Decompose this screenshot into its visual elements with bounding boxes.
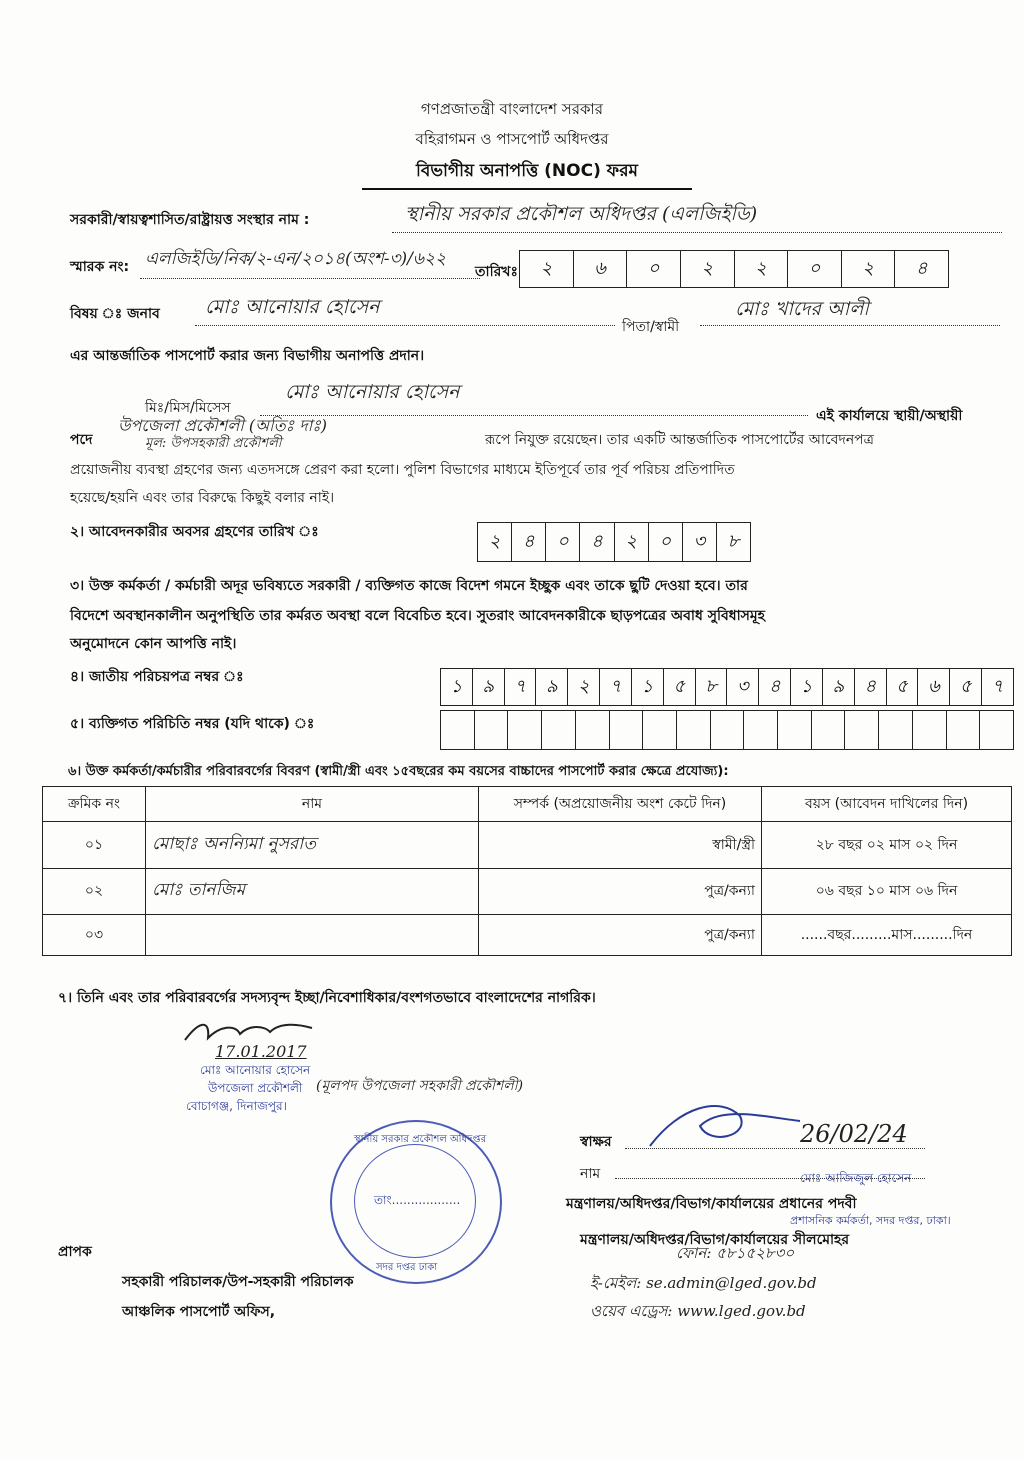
row-serial: ০২ [43,868,146,915]
digit-box: ২ [520,251,574,287]
applicant-original-post: (মূলপদ উপজেলা সহকারী প্রকৌশলী) [316,1078,524,1094]
authority-email: ই-মেইল: se.admin@lged.gov.bd [590,1274,817,1292]
digit-box [845,711,879,749]
digit-box: ৯ [473,669,505,705]
row-age: ০৬ বছর ১০ মাস ০৬ দিন [762,868,1012,915]
seal-date: তাং.................. [374,1193,461,1207]
row-relation: পুত্র/কন্যা [479,868,762,915]
row-relation: পুত্র/কন্যা [479,915,762,956]
digit-box: ২ [478,523,512,561]
digit-box [947,711,981,749]
authority-phone: ফোন: ৫৮১৫২৮৩০ [676,1244,795,1262]
authority-web: ওয়েব এড্রেস: www.lged.gov.bd [590,1302,806,1320]
father-label: পিতা/স্বামী [622,319,680,335]
digit-box: ৫ [950,669,982,705]
digit-box: ০ [788,251,842,287]
father-name: মোঃ খাদের আলী [735,298,869,320]
office-seal [330,1120,502,1284]
digit-box [643,711,677,749]
seal-text: স্থানীয় সরকার প্রকৌশল অধিদপ্তর [354,1134,487,1145]
recipient-line1: সহকারী পরিচালক/উপ-সহকারী পরিচালক [122,1274,354,1290]
col-name: নাম [146,787,479,822]
nid-boxes [440,668,1014,706]
digit-box: ২ [735,251,789,287]
post-value: উপজেলা প্রকৌশলী (অতিঃ দাঃ) [118,416,328,435]
org-label: সরকারী/স্বায়ত্বশাসিত/রাষ্ট্রায়ত্ত সংস্থার নাম : [70,212,310,228]
digit-box: ২ [568,669,600,705]
digit-box: ৪ [759,669,791,705]
item3-line1: ৩। উক্ত কর্মকর্তা / কর্মচারী অদূর ভবিষ্যতে সরকারী / ব্যক্তিগত কাজে বিদেশ গমনে ইচ্ছুক এবং তাকে ছুটি দেওয়া হবে। তার [70,578,748,594]
name-label: নাম [580,1166,601,1182]
applicant-sign-date: 17.01.2017 [215,1042,307,1061]
dept-header: বহিরাগমন ও পাসপোর্ট অধিদপ্তর [415,130,609,148]
digit-box: ৭ [600,669,632,705]
digit-box: ৪ [512,523,546,561]
family-table [42,786,1012,956]
form-title: বিভাগীয় অনাপত্তি (NOC) ফরম [362,158,692,190]
nid-label: ৪। জাতীয় পরিচয়পত্র নম্বর ঃ [70,669,244,685]
digit-box: ৭ [991,675,1004,697]
salutation-line [260,415,808,416]
digit-box [576,711,610,749]
org-line [392,232,1002,233]
row-age: ......বছর.........মাস.........দিন [762,915,1012,956]
digit-box: ৬ [574,251,628,287]
digit-box [677,711,711,749]
retirement-date-boxes [477,522,751,562]
citizenship-text: ৭। তিনি এবং তার পরিবারবর্গের সদস্যবৃন্দ ইচ্ছা/নিবেশাধিকার/বংশগতভাবে বাংলাদেশের নাগরিক। [58,990,596,1006]
row-name: মোঃ তানজিম [146,868,479,915]
authority-sign-date: 26/02/24 [800,1120,908,1148]
digit-box [711,711,745,749]
digit-box [778,711,812,749]
table-row [43,915,1012,956]
row-name: মোছাঃ অনন্যিমা নুসরাত [146,822,479,869]
personal-id-boxes [440,710,1014,750]
row-serial: ০৩ [43,915,146,956]
father-line [700,325,1000,326]
memo-label: স্মারক নং: [70,259,130,275]
office-text: এই কার্যালয়ে স্থায়ী/অস্থায়ী [816,408,963,424]
digit-box: ৯ [823,669,855,705]
applicant-stamp-place: বোচাগঞ্জ, দিনাজপুর। [186,1099,287,1113]
digit-box: ৫ [664,669,696,705]
digit-box [475,711,509,749]
sign-label: স্বাক্ষর [580,1134,612,1150]
row-name [146,915,479,956]
table-row [43,822,1012,869]
digit-box: ৩ [727,669,759,705]
digit-box: ১ [791,669,823,705]
digit-box: ৪ [580,523,614,561]
memo-value: এলজিইডি/নিক/২-এন/২০১৪(অংশ-৩)/৬২২ [145,249,447,269]
col-relation: সম্পর্ক (অপ্রয়োজনীয় অংশ কেটে দিন) [479,787,762,822]
post-value-original: মূল: উপসহকারী প্রকৌশলী [145,436,282,451]
gov-header: গণপ্রজাতন্ত্রী বাংলাদেশ সরকার [420,100,604,118]
digit-box: ৬ [918,669,950,705]
designation-label: মন্ত্রণালয়/অধিদপ্তর/বিভাগ/কার্যালয়ের প্রধানের পদবী [566,1196,857,1212]
authority-signature [640,1096,810,1156]
digit-box: ৩ [683,523,717,561]
date-label: তারিখঃ [475,264,518,280]
personal-id-label: ৫। ব্যক্তিগত পরিচিতি নম্বর (যদি থাকে) ঃ [70,716,315,732]
memo-date-boxes [519,250,949,288]
digit-box [542,711,576,749]
digit-box: ২ [615,523,649,561]
digit-box: ১ [632,669,664,705]
para1-text3: হয়েছে/হয়নি এবং তার বিরুদ্ধে কিছুই বলার নাই। [70,490,335,506]
seal-bottom: সদর দপ্তর ঢাকা [376,1262,438,1273]
digit-box: ৯ [536,669,568,705]
digit-box: ০ [649,523,683,561]
digit-box: ৭ [505,669,537,705]
digit-box [812,711,846,749]
org-value: স্থানীয় সরকার প্রকৌশল অধিদপ্তর (এলজিইডি) [405,203,758,225]
subject-name: মোঃ আনোয়ার হোসেন [205,296,380,318]
memo-line [140,278,480,279]
subject-line [195,325,615,326]
digit-box: ৪ [915,257,928,279]
para1-text2: প্রয়োজনীয় ব্যবস্থা গ্রহণের জন্য এতদসঙ্গে প্রেরণ করা হলো। পুলিশ বিভাগের মাধ্যমে ইতিপূর্বে তার পূর্ব পরিচয় প্রতিপাদিত [70,462,735,478]
digit-box: ১ [441,669,473,705]
designation-stamp: প্রশাসনিক কর্মকর্তা, সদর দপ্তর, ঢাকা। [790,1214,951,1227]
digit-box: ৪ [855,669,887,705]
authority-name-stamp: মোঃ আজিজুল হোসেন [800,1171,912,1185]
digit-box: ৮ [727,530,740,552]
row-age: ২৮ বছর ০২ মাস ০২ দিন [762,822,1012,869]
subject-label: বিষয় ঃ জনাব [70,306,160,322]
retirement-label: ২। আবেদনকারীর অবসর গ্রহণের তারিখ ঃ [70,524,319,540]
item3-line3: অনুমোদনে কোন আপত্তি নাই। [70,636,237,652]
digit-box [508,711,542,749]
digit-box [610,711,644,749]
applicant-stamp-desig: উপজেলা প্রকৌশলী [208,1081,303,1095]
row-relation: স্বামী/স্ত্রী [479,822,762,869]
digit-box: ৮ [696,669,728,705]
row-serial: ০১ [43,822,146,869]
digit-box [744,711,778,749]
post-label: পদে [70,432,93,448]
digit-box: ০ [546,523,580,561]
seal-label: মন্ত্রণালয়/অধিদপ্তর/বিভাগ/কার্যালয়ের সীলমোহর [580,1232,850,1248]
digit-box: ২ [681,251,735,287]
digit-box: ২ [842,251,896,287]
digit-box: ০ [627,251,681,287]
para1-text1: রূপে নিযুক্ত রয়েছেন। তার একটি আন্তর্জাতিক পাসপোর্টের আবেদনপত্র [485,432,874,448]
subject-line2: এর আন্তর্জাতিক পাসপোর্ট করার জন্য বিভাগীয় অনাপত্তি প্রদান। [70,348,425,364]
recipient-line2: আঞ্চলিক পাসপোর্ট অফিস, [122,1304,276,1320]
digit-box [913,711,947,749]
family-label: ৬। উক্ত কর্মকর্তা/কর্মচারীর পরিবারবর্গের বিবরণ (স্বামী/স্ত্রী এবং ১৫বছরের কম বয়সের বাচ্চাদের পাসপোর্ট করার ক্ষেত্রে প্রযোজ্য): [68,764,729,779]
col-serial: ক্রমিক নং [43,787,146,822]
salutation-value: মোঃ আনোয়ার হোসেন [285,381,460,403]
recipient-label: প্রাপক [58,1244,92,1260]
salutation-label: মিঃ/মিস/মিসেস [145,400,231,416]
applicant-stamp-name: মোঃ আনোয়ার হোসেন [200,1063,311,1077]
item3-line2: বিদেশে অবস্থানকালীন অনুপস্থিতি তার কর্মরত অবস্থা বলে বিবেচিত হবে। সুতরাং আবেদনকারীকে ছাড়পত্রের অবাধ সুবিধাসমূহ [70,608,766,624]
col-age: বয়স (আবেদন দাখিলের দিন) [762,787,1012,822]
table-row [43,868,1012,915]
digit-box [980,711,1013,749]
digit-box: ৫ [887,669,919,705]
digit-box [879,711,913,749]
digit-box [441,711,475,749]
